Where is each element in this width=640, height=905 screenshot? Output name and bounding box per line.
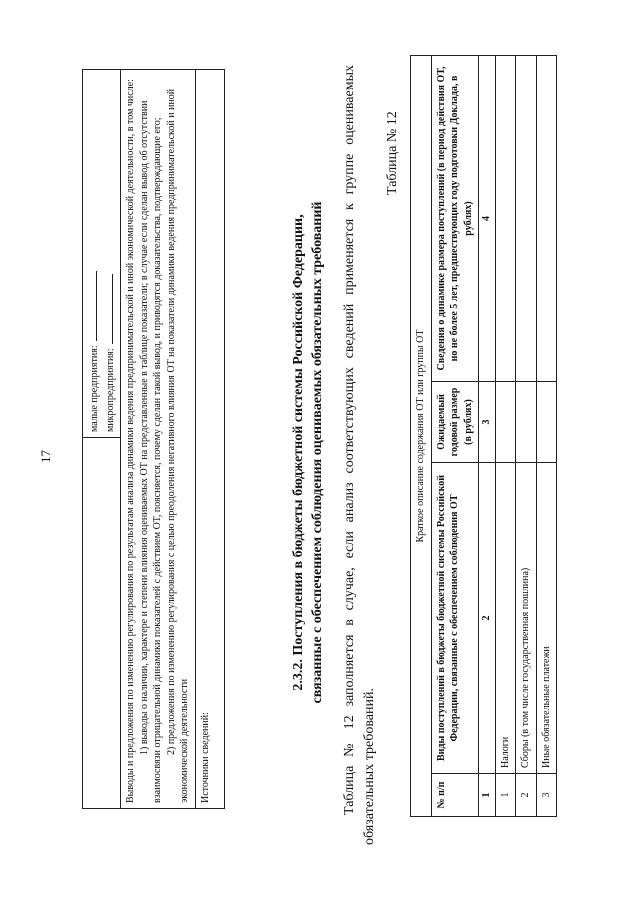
row-num: 1 — [495, 774, 516, 817]
conclusions-row — [121, 70, 196, 809]
header-expected: Ожидаемый годовой размер (в рублях) — [431, 382, 479, 463]
page-number: 17 — [38, 450, 53, 463]
sources-row — [195, 70, 224, 809]
row-expected — [536, 382, 557, 463]
conclusions-intro: Выводы и предложения по изменению регулирования по результатам анализа динамики ведения предпринимательской и иной экономической деятельности, в том числе: — [125, 79, 136, 803]
instruction-paragraph: Таблица № 12 заполняется в случае, если анализ соответствующих сведений применяется к группе оцениваемых обязательных требований. — [342, 65, 377, 845]
header-type: Виды поступлений в бюджеты бюджетной системы Российской Федерации, связанные с обеспечением соблюдения ОТ — [431, 463, 479, 774]
conclusions-item-1: 1) выводы о наличии, характере и степени влияния оцениваемых ОТ на представленные в таблице показатели; в случае если сделан вывод об отсутствии взаимосвязи отрицательной динамики показателей с действием ОТ, поясняется, почему сделан такой вывод, и приводятся доказательства, подтверждающие его; — [138, 100, 163, 803]
row-num: 2 — [516, 774, 537, 817]
row-num: 3 — [536, 774, 557, 817]
conclusions-cell — [121, 70, 196, 809]
row-expected — [495, 382, 516, 463]
sources-label: Источники сведений: — [195, 70, 224, 809]
table-12 — [410, 55, 557, 817]
column-number-row — [479, 56, 496, 817]
section-heading-line-2: связанные с обеспечением соблюдения оцениваемых обязательных требований — [309, 201, 325, 704]
table-caption-row — [411, 56, 432, 817]
blank-line — [102, 274, 113, 344]
row-dynamics — [516, 56, 537, 382]
section-heading — [290, 60, 328, 845]
header-num: № п/п — [431, 774, 479, 817]
conclusions-item-2: 2) предложения по изменению регулирования с целью преодоления негативного влияния ОТ на показатели динамики ведения предпринимательской и иной экономической деятельности — [165, 88, 190, 803]
row-type: Иные обязательные платежи — [536, 463, 557, 774]
table-row — [536, 56, 557, 817]
row-type: Налоги — [495, 463, 516, 774]
row-expected — [516, 382, 537, 463]
analysis-table — [82, 69, 225, 809]
header-row — [431, 56, 479, 817]
col-number: 1 — [479, 774, 496, 817]
blank-cell — [83, 438, 121, 809]
enterprise-row — [83, 70, 121, 809]
small-enterprises-label: малые предприятия: — [89, 345, 100, 432]
table-row — [516, 56, 537, 817]
row-dynamics — [536, 56, 557, 382]
table-row — [495, 56, 516, 817]
row-dynamics — [495, 56, 516, 382]
enterprise-cell — [83, 70, 121, 438]
table-label: Таблица № 12 — [385, 111, 400, 195]
row-type: Сборы (в том числе государственная пошлина) — [516, 463, 537, 774]
col-number: 2 — [479, 463, 496, 774]
section-heading-line-1: 2.3.2. Поступления в бюджеты бюджетной системы Российской Федерации, — [291, 214, 306, 691]
table-caption: Краткое описание содержания ОТ или группы ОТ — [411, 56, 432, 817]
col-number: 4 — [479, 56, 496, 382]
blank-line — [86, 271, 97, 341]
micro-enterprises-label: микропредприятия: — [104, 348, 116, 432]
header-dynamics: Сведения о динамике размера поступлений (в период действия ОТ, но не более 5 лет, предшествующих году подготовки Доклада, в рублях) — [431, 56, 479, 382]
col-number: 3 — [479, 382, 496, 463]
